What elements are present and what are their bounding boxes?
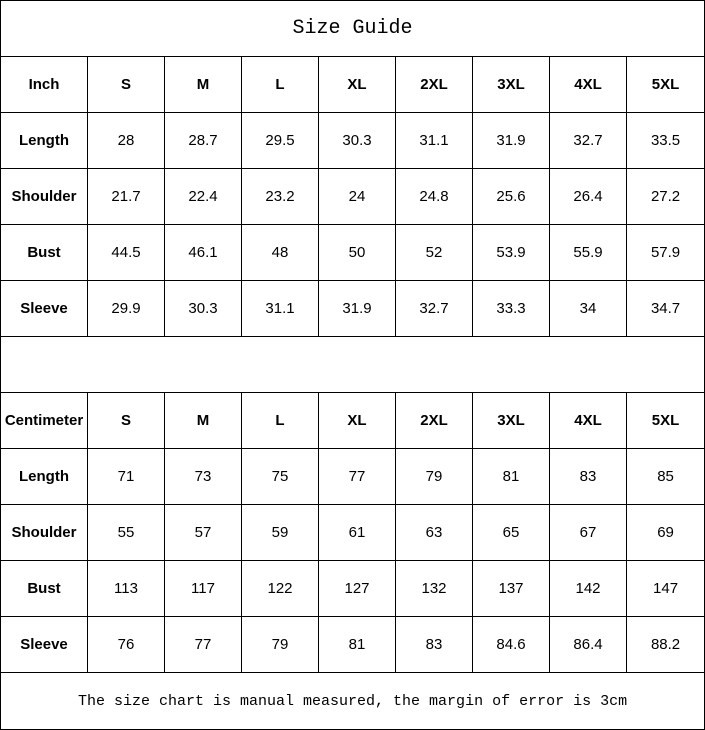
cm-cell-value: 59 — [242, 505, 319, 561]
footnote-row — [1, 673, 705, 730]
cm-cell-value: 85 — [627, 449, 705, 505]
cm-size-header: S — [88, 393, 165, 449]
separator-cell — [1, 337, 705, 393]
inch-cell-value: 48 — [242, 225, 319, 281]
inch-cell-value: 32.7 — [396, 281, 473, 337]
inch-size-header: 4XL — [550, 57, 627, 113]
inch-cell-value: 26.4 — [550, 169, 627, 225]
inch-cell-value: 31.9 — [473, 113, 550, 169]
cm-cell-value: 81 — [319, 617, 396, 673]
cm-cell-value: 142 — [550, 561, 627, 617]
cm-table-row — [1, 505, 705, 561]
cm-size-header: 2XL — [396, 393, 473, 449]
inch-row-label: Shoulder — [1, 169, 88, 225]
inch-cell-value: 34.7 — [627, 281, 705, 337]
cm-cell-value: 65 — [473, 505, 550, 561]
inch-cell-value: 22.4 — [165, 169, 242, 225]
footnote-text: The size chart is manual measured, the margin of error is 3cm — [1, 673, 705, 730]
inch-size-header: XL — [319, 57, 396, 113]
cm-size-header: XL — [319, 393, 396, 449]
inch-cell-value: 23.2 — [242, 169, 319, 225]
inch-cell-value: 25.6 — [473, 169, 550, 225]
inch-table-row — [1, 281, 705, 337]
inch-size-header: 3XL — [473, 57, 550, 113]
cm-cell-value: 86.4 — [550, 617, 627, 673]
cm-cell-value: 76 — [88, 617, 165, 673]
inch-cell-value: 21.7 — [88, 169, 165, 225]
inch-cell-value: 33.5 — [627, 113, 705, 169]
inch-header-row — [1, 57, 705, 113]
cm-cell-value: 127 — [319, 561, 396, 617]
inch-cell-value: 30.3 — [319, 113, 396, 169]
cm-cell-value: 122 — [242, 561, 319, 617]
size-guide-body — [1, 1, 705, 730]
inch-size-header: 5XL — [627, 57, 705, 113]
cm-size-header: L — [242, 393, 319, 449]
cm-row-label: Sleeve — [1, 617, 88, 673]
cm-cell-value: 137 — [473, 561, 550, 617]
cm-cell-value: 83 — [550, 449, 627, 505]
inch-cell-value: 24.8 — [396, 169, 473, 225]
inch-row-label: Sleeve — [1, 281, 88, 337]
cm-cell-value: 84.6 — [473, 617, 550, 673]
cm-row-label: Length — [1, 449, 88, 505]
inch-cell-value: 29.5 — [242, 113, 319, 169]
inch-cell-value: 28.7 — [165, 113, 242, 169]
cm-cell-value: 71 — [88, 449, 165, 505]
cm-cell-value: 88.2 — [627, 617, 705, 673]
inch-cell-value: 28 — [88, 113, 165, 169]
cm-cell-value: 69 — [627, 505, 705, 561]
inch-cell-value: 33.3 — [473, 281, 550, 337]
cm-cell-value: 79 — [242, 617, 319, 673]
cm-table-row — [1, 617, 705, 673]
inch-cell-value: 24 — [319, 169, 396, 225]
cm-cell-value: 55 — [88, 505, 165, 561]
cm-header-row — [1, 393, 705, 449]
cm-cell-value: 67 — [550, 505, 627, 561]
cm-cell-value: 73 — [165, 449, 242, 505]
inch-size-header: L — [242, 57, 319, 113]
cm-table-row — [1, 561, 705, 617]
cm-cell-value: 147 — [627, 561, 705, 617]
inch-cell-value: 29.9 — [88, 281, 165, 337]
inch-table-row — [1, 113, 705, 169]
inch-cell-value: 34 — [550, 281, 627, 337]
inch-row-label: Bust — [1, 225, 88, 281]
cm-row-label: Shoulder — [1, 505, 88, 561]
cm-cell-value: 75 — [242, 449, 319, 505]
inch-cell-value: 31.1 — [242, 281, 319, 337]
inch-cell-value: 31.1 — [396, 113, 473, 169]
inch-cell-value: 46.1 — [165, 225, 242, 281]
inch-size-header: M — [165, 57, 242, 113]
cm-row-label: Bust — [1, 561, 88, 617]
cm-cell-value: 113 — [88, 561, 165, 617]
inch-cell-value: 53.9 — [473, 225, 550, 281]
cm-cell-value: 83 — [396, 617, 473, 673]
cm-size-header: M — [165, 393, 242, 449]
cm-unit-label: Centimeter — [1, 393, 88, 449]
cm-table-row — [1, 449, 705, 505]
page-title: Size Guide — [1, 1, 705, 57]
cm-cell-value: 81 — [473, 449, 550, 505]
inch-unit-label: Inch — [1, 57, 88, 113]
inch-cell-value: 32.7 — [550, 113, 627, 169]
inch-cell-value: 50 — [319, 225, 396, 281]
cm-cell-value: 77 — [165, 617, 242, 673]
inch-cell-value: 44.5 — [88, 225, 165, 281]
cm-size-header: 5XL — [627, 393, 705, 449]
cm-cell-value: 79 — [396, 449, 473, 505]
title-row — [1, 1, 705, 57]
inch-row-label: Length — [1, 113, 88, 169]
inch-table-row — [1, 169, 705, 225]
inch-cell-value: 52 — [396, 225, 473, 281]
cm-cell-value: 61 — [319, 505, 396, 561]
cm-cell-value: 77 — [319, 449, 396, 505]
cm-cell-value: 57 — [165, 505, 242, 561]
separator-row — [1, 337, 705, 393]
inch-cell-value: 30.3 — [165, 281, 242, 337]
inch-cell-value: 57.9 — [627, 225, 705, 281]
inch-cell-value: 27.2 — [627, 169, 705, 225]
inch-table-row — [1, 225, 705, 281]
cm-size-header: 4XL — [550, 393, 627, 449]
cm-cell-value: 132 — [396, 561, 473, 617]
cm-cell-value: 117 — [165, 561, 242, 617]
inch-size-header: 2XL — [396, 57, 473, 113]
inch-cell-value: 55.9 — [550, 225, 627, 281]
inch-size-header: S — [88, 57, 165, 113]
cm-cell-value: 63 — [396, 505, 473, 561]
cm-size-header: 3XL — [473, 393, 550, 449]
inch-cell-value: 31.9 — [319, 281, 396, 337]
